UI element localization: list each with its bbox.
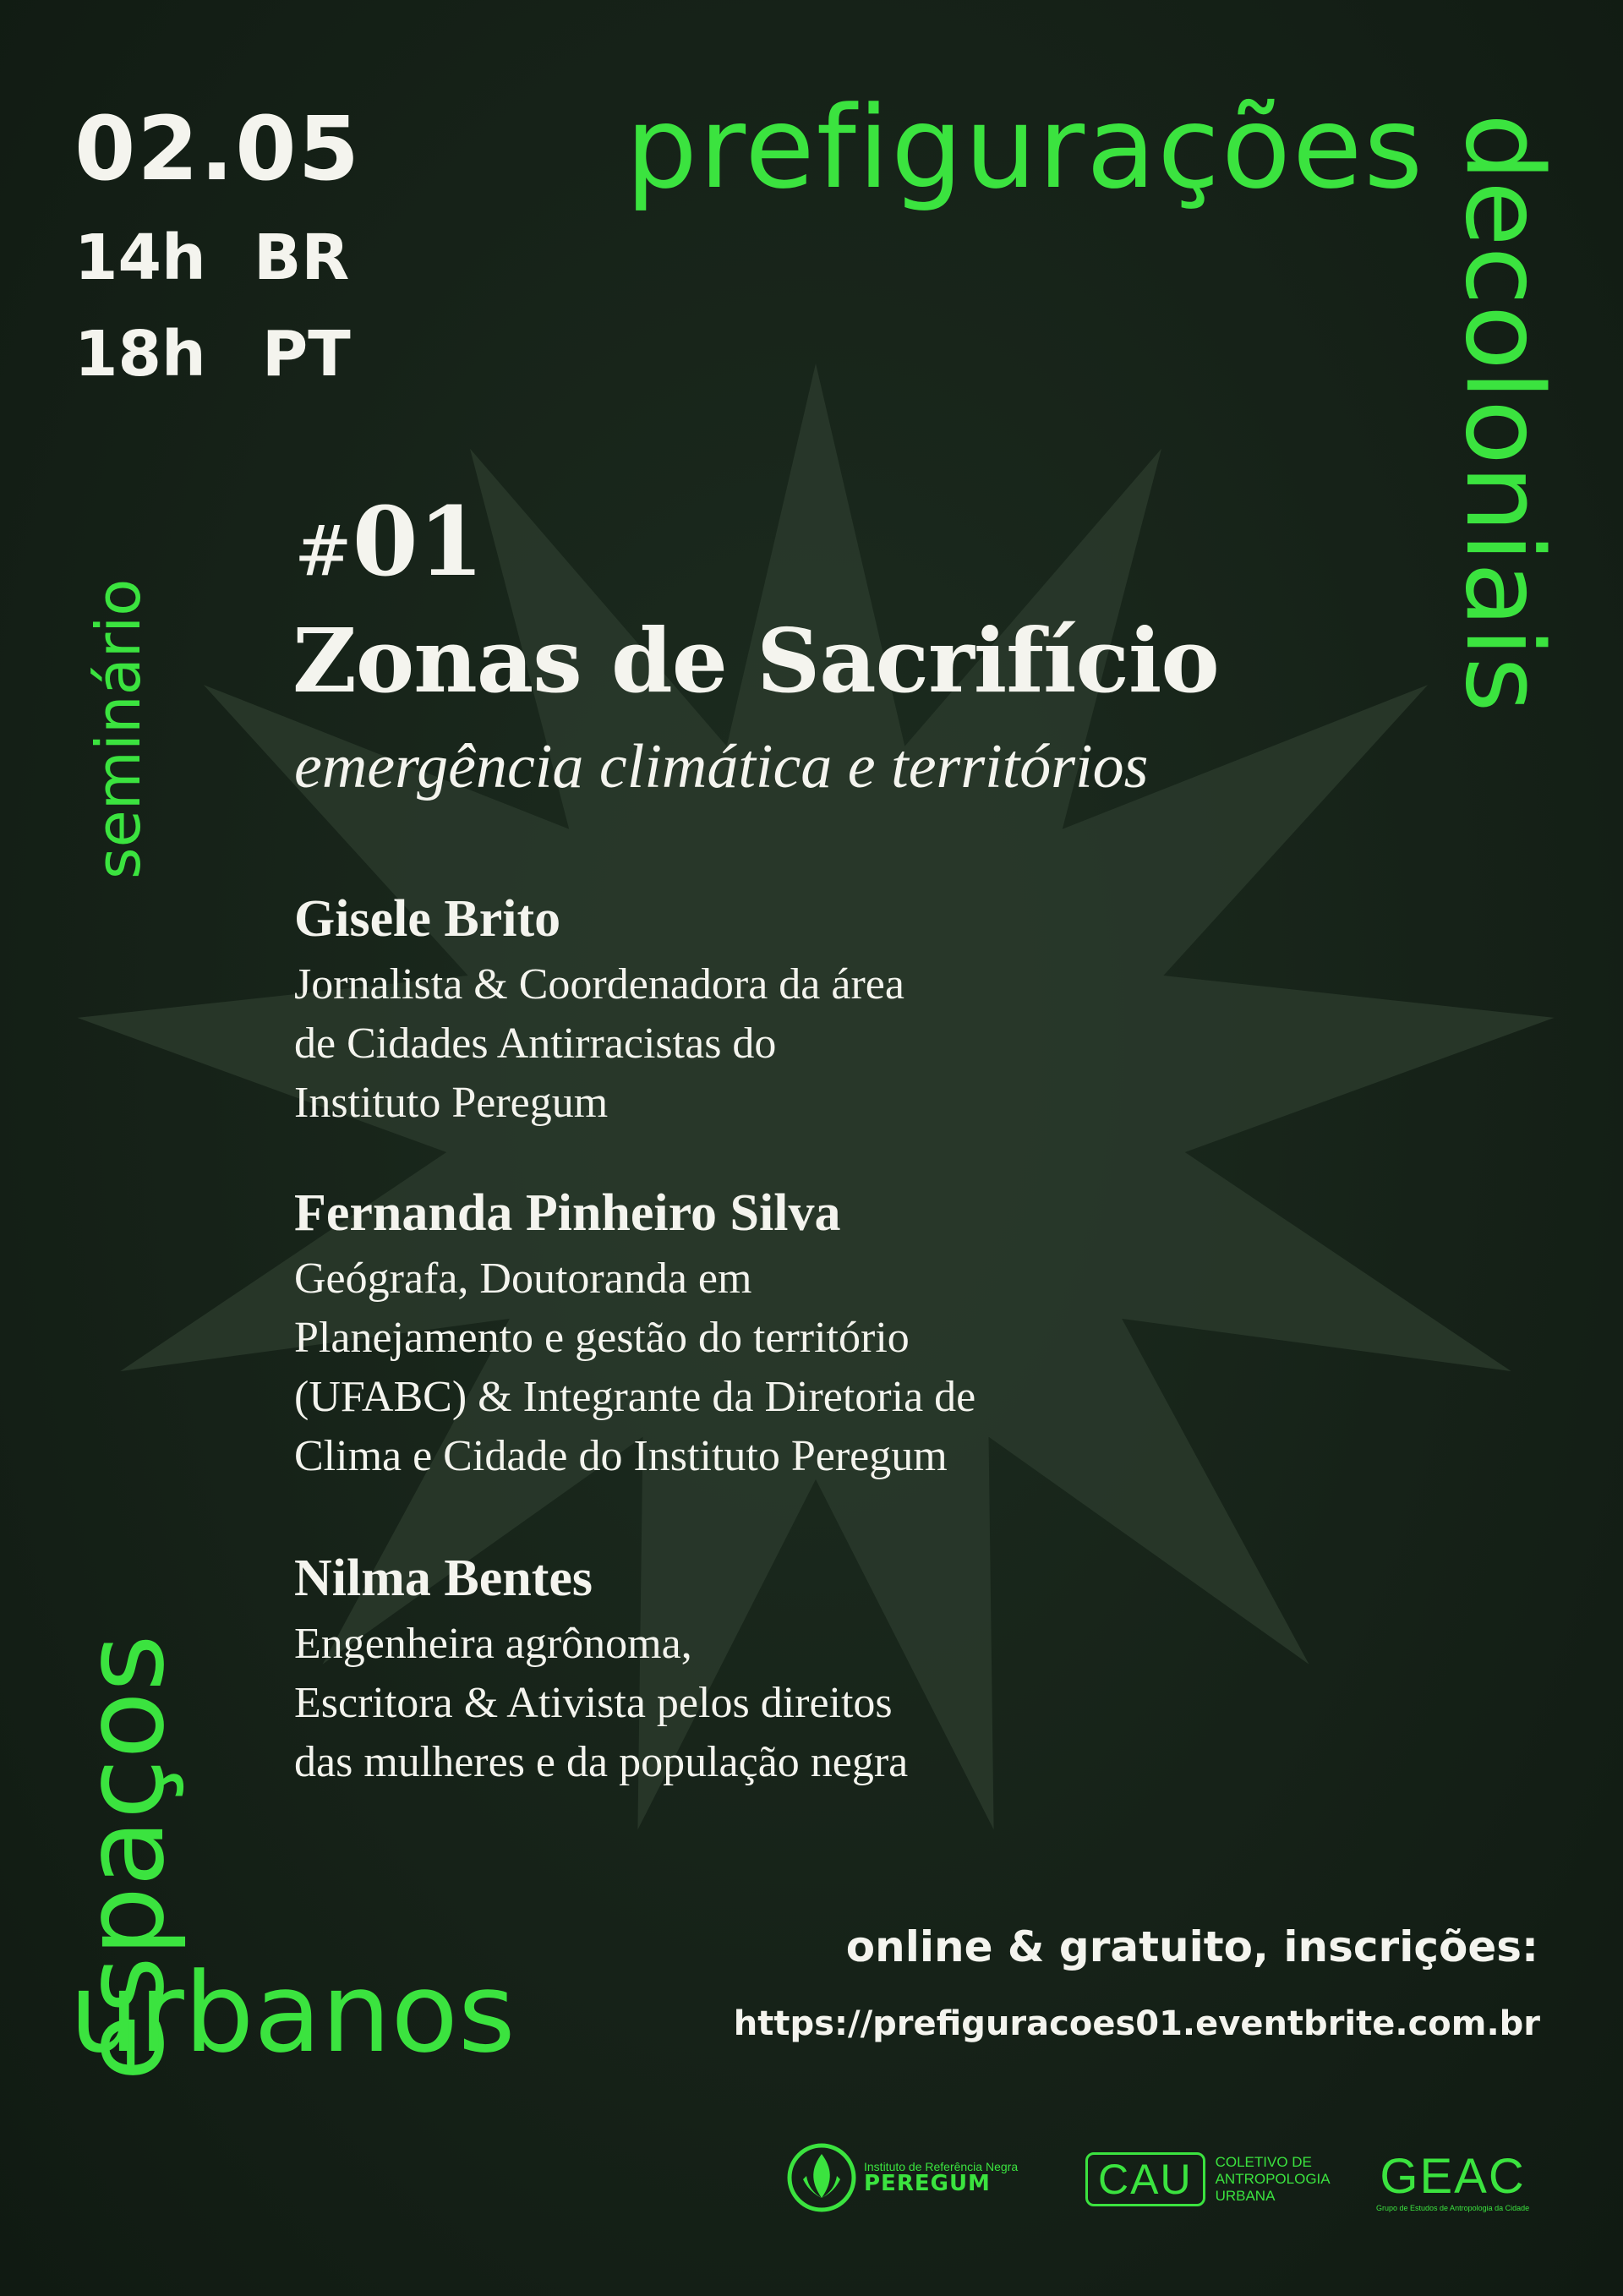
cau-logo-line: ANTROPOLOGIA bbox=[1215, 2171, 1331, 2187]
time-portugal-zone: PT bbox=[262, 318, 351, 391]
date-time-block bbox=[74, 97, 361, 391]
speaker-description: Engenheira agrônoma, Escritora & Ativista pelos direitos das mulheres e da população negra bbox=[294, 1620, 909, 1786]
geac-logo-text: GEAC bbox=[1380, 2149, 1526, 2204]
speaker-item bbox=[294, 1552, 908, 1792]
peregum-logo-text: PEREGUM bbox=[864, 2171, 991, 2196]
peregum-logo bbox=[786, 2142, 1018, 2213]
geac-logo-subtext: Grupo de Estudos de Antropologia da Cidade bbox=[1376, 2204, 1530, 2212]
speaker-name: Nilma Bentes bbox=[294, 1550, 593, 1607]
speaker-item bbox=[294, 890, 904, 1133]
speaker-name: Fernanda Pinheiro Silva bbox=[294, 1184, 841, 1242]
cau-logo bbox=[1085, 2152, 1331, 2206]
speaker-description: Jornalista & Coordenadora da área de Cidades Antirracistas do Instituto Peregum bbox=[294, 960, 904, 1127]
time-portugal-hour: 18h bbox=[74, 318, 206, 391]
espacos-vertical: espaços bbox=[60, 1634, 189, 2081]
decoloniais-vertical: decoloniais bbox=[1442, 113, 1566, 713]
peregum-emblem-icon bbox=[786, 2142, 857, 2213]
event-subtitle: emergência climática e territórios bbox=[294, 732, 1149, 801]
time-brazil-hour: 14h bbox=[74, 221, 206, 294]
peregum-logo-subtext: Instituto de Referência Negra bbox=[864, 2160, 1019, 2173]
speaker-description: Geógrafa, Doutoranda em Planejamento e gestão do território (UFABC) & Integrante da Diretoria de Clima e Cidade do Instituto Peregum bbox=[294, 1255, 976, 1480]
time-brazil bbox=[74, 221, 361, 294]
prefiguracoes-heading: prefigurações bbox=[626, 82, 1425, 214]
speaker-name: Gisele Brito bbox=[294, 890, 561, 948]
registration-link[interactable]: https://prefiguracoes01.eventbrite.com.br bbox=[733, 2004, 1540, 2043]
cau-logo-line: COLETIVO DE bbox=[1215, 2154, 1312, 2170]
event-date: 02.05 bbox=[74, 97, 361, 200]
geac-logo bbox=[1376, 2149, 1530, 2212]
cau-logo-side bbox=[1216, 2154, 1331, 2205]
registration-label: online & gratuito, inscrições: bbox=[845, 1922, 1538, 1971]
hash-symbol: # bbox=[294, 511, 352, 592]
time-portugal bbox=[74, 318, 361, 391]
cau-logo-box: CAU bbox=[1085, 2152, 1205, 2206]
time-brazil-zone: BR bbox=[254, 221, 350, 294]
edition-digits: 01 bbox=[352, 487, 484, 598]
edition-number bbox=[294, 487, 484, 598]
event-title: Zonas de Sacrifício bbox=[292, 609, 1219, 713]
seminario-vertical: seminário bbox=[83, 578, 154, 879]
cau-logo-line: URBANA bbox=[1215, 2188, 1276, 2204]
speaker-item bbox=[294, 1184, 976, 1486]
urbanos-heading: urbanos bbox=[69, 1949, 516, 2077]
